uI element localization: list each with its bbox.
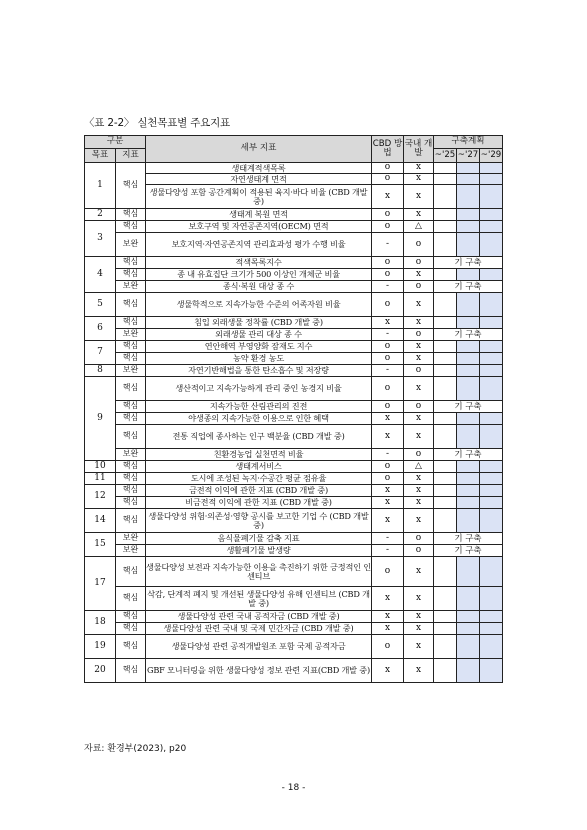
plan-y27-cell — [457, 509, 480, 533]
plan-y25-cell — [434, 221, 457, 233]
plan-y29-cell — [480, 461, 503, 473]
plan-y25-cell — [434, 557, 457, 587]
detail-indicator-cell: 생태계서비스 — [146, 461, 372, 473]
plan-y27-cell — [457, 209, 480, 221]
header-y25: ~'25 — [434, 149, 457, 163]
cbd-method-cell: - — [372, 365, 404, 377]
table-row — [85, 497, 503, 509]
cbd-method-cell: x — [372, 611, 404, 623]
domestic-dev-cell: x — [404, 635, 434, 659]
goal-number-cell: 9 — [85, 377, 116, 461]
detail-indicator-cell: 전통 직업에 종사하는 인구 백분율 (CBD 개발 중) — [146, 425, 372, 449]
indicator-type-cell: 핵심 — [116, 401, 146, 413]
domestic-dev-cell: x — [404, 587, 434, 611]
plan-y29-cell — [480, 623, 503, 635]
plan-y29-cell — [480, 485, 503, 497]
detail-indicator-cell: 연안해역 부영양화 잠재도 지수 — [146, 341, 372, 353]
cbd-method-cell: o — [372, 221, 404, 233]
indicator-type-cell: 보완 — [116, 545, 146, 557]
table-row — [85, 659, 503, 683]
cbd-method-cell: x — [372, 497, 404, 509]
plan-y29-cell — [480, 611, 503, 623]
detail-indicator-cell: 음식물폐기물 감축 지표 — [146, 533, 372, 545]
plan-y29-cell — [480, 221, 503, 233]
table-row — [85, 269, 503, 281]
domestic-dev-cell: x — [404, 174, 434, 185]
plan-y29-cell — [480, 659, 503, 683]
cbd-method-cell: x — [372, 659, 404, 683]
plan-y27-cell — [457, 293, 480, 317]
domestic-dev-cell: x — [404, 413, 434, 425]
goal-number-cell: 8 — [85, 365, 116, 377]
detail-indicator-cell: 삭감, 단계적 폐지 및 개선된 생물다양성 유해 인센티브 (CBD 개발 중) — [146, 587, 372, 611]
domestic-dev-cell: x — [404, 659, 434, 683]
indicator-type-cell: 핵심 — [116, 163, 146, 209]
domestic-dev-cell: x — [404, 485, 434, 497]
cbd-method-cell: x — [372, 509, 404, 533]
header-gubun: 구분 — [85, 136, 146, 149]
plan-y25-cell — [434, 425, 457, 449]
detail-indicator-cell: 생태계 복원 면적 — [146, 209, 372, 221]
plan-y29-cell — [480, 269, 503, 281]
plan-y27-cell — [457, 497, 480, 509]
indicator-type-cell: 핵심 — [116, 269, 146, 281]
domestic-dev-cell: o — [404, 257, 434, 269]
plan-y27-cell — [457, 635, 480, 659]
header-mokpyo: 목표 — [85, 149, 116, 163]
header-y27: ~'27 — [457, 149, 480, 163]
detail-indicator-cell: 자연생태계 면적 — [146, 174, 372, 185]
plan-y25-cell — [434, 209, 457, 221]
cbd-method-cell: - — [372, 281, 404, 293]
detail-indicator-cell: 생물다양성 위험·의존성·영향 공시를 보고한 기업 수 (CBD 개발 중) — [146, 509, 372, 533]
detail-indicator-cell: 외래생물 관리 대상 종 수 — [146, 329, 372, 341]
plan-y25-cell — [434, 497, 457, 509]
plan-y25-cell — [434, 353, 457, 365]
indicator-type-cell: 핵심 — [116, 221, 146, 233]
plan-y25-cell — [434, 611, 457, 623]
plan-y29-cell — [480, 557, 503, 587]
goal-number-cell: 1 — [85, 163, 116, 209]
header-cbd: CBD 방법 — [372, 136, 404, 163]
cbd-method-cell: - — [372, 545, 404, 557]
plan-y27-cell — [457, 473, 480, 485]
indicator-type-cell: 핵심 — [116, 473, 146, 485]
plan-y25-cell — [434, 659, 457, 683]
header-domestic: 국내 개발 — [404, 136, 434, 163]
cbd-method-cell: o — [372, 473, 404, 485]
plan-y25-cell — [434, 587, 457, 611]
cbd-method-cell: x — [372, 623, 404, 635]
goal-number-cell: 2 — [85, 209, 116, 221]
detail-indicator-cell: 침입 외래생물 정착률 (CBD 개발 중) — [146, 317, 372, 329]
header-jipyo: 지표 — [116, 149, 146, 163]
detail-indicator-cell: 생물다양성 관련 국내 및 국제 민간자금 (CBD 개발 중) — [146, 623, 372, 635]
indicator-type-cell: 핵심 — [116, 557, 146, 587]
detail-indicator-cell: GBF 모니터링을 위한 생물다양성 정보 관련 지표(CBD 개발 중) — [146, 659, 372, 683]
cbd-method-cell: o — [372, 401, 404, 413]
indicator-type-cell: 핵심 — [116, 353, 146, 365]
domestic-dev-cell: o — [404, 533, 434, 545]
table-row — [85, 257, 503, 269]
domestic-dev-cell: x — [404, 473, 434, 485]
table-row — [85, 623, 503, 635]
domestic-dev-cell: x — [404, 377, 434, 401]
plan-y29-cell — [480, 209, 503, 221]
table-row — [85, 341, 503, 353]
indicator-type-cell: 핵심 — [116, 509, 146, 533]
domestic-dev-cell: x — [404, 509, 434, 533]
plan-y27-cell — [457, 557, 480, 587]
plan-y29-cell — [480, 365, 503, 377]
plan-y27-cell — [457, 377, 480, 401]
cbd-method-cell: x — [372, 425, 404, 449]
table-row — [85, 163, 503, 174]
goal-number-cell: 14 — [85, 509, 116, 533]
domestic-dev-cell: x — [404, 317, 434, 329]
plan-y27-cell — [457, 623, 480, 635]
indicator-table — [84, 135, 503, 683]
domestic-dev-cell: x — [404, 623, 434, 635]
goal-number-cell: 3 — [85, 221, 116, 257]
table-body — [85, 163, 503, 683]
domestic-dev-cell: o — [404, 449, 434, 461]
cbd-method-cell: o — [372, 557, 404, 587]
indicator-type-cell: 핵심 — [116, 209, 146, 221]
plan-y29-cell — [480, 163, 503, 174]
plan-y25-cell — [434, 269, 457, 281]
plan-y29-cell — [480, 497, 503, 509]
domestic-dev-cell: x — [404, 341, 434, 353]
table-row — [85, 425, 503, 449]
cbd-method-cell: - — [372, 449, 404, 461]
plan-y27-cell — [457, 587, 480, 611]
plan-y27-cell — [457, 659, 480, 683]
plan-y29-cell — [480, 509, 503, 533]
header-build-plan: 구축계획 — [434, 136, 503, 149]
plan-status-cell: 기 구축 — [434, 329, 503, 341]
domestic-dev-cell: x — [404, 425, 434, 449]
plan-y29-cell — [480, 174, 503, 185]
indicator-type-cell: 보완 — [116, 329, 146, 341]
indicator-type-cell: 핵심 — [116, 413, 146, 425]
cbd-method-cell: o — [372, 269, 404, 281]
plan-y27-cell — [457, 413, 480, 425]
plan-y25-cell — [434, 365, 457, 377]
table-row — [85, 587, 503, 611]
plan-y27-cell — [457, 233, 480, 257]
header-y29: ~'29 — [480, 149, 503, 163]
plan-y29-cell — [480, 425, 503, 449]
domestic-dev-cell: o — [404, 329, 434, 341]
indicator-type-cell: 핵심 — [116, 587, 146, 611]
detail-indicator-cell: 생물학적으로 지속가능한 수준의 어족자원 비율 — [146, 293, 372, 317]
plan-y25-cell — [434, 317, 457, 329]
domestic-dev-cell: x — [404, 163, 434, 174]
page-number: - 18 - — [281, 783, 306, 793]
plan-y25-cell — [434, 635, 457, 659]
table-row — [85, 221, 503, 233]
cbd-method-cell: x — [372, 485, 404, 497]
domestic-dev-cell: o — [404, 233, 434, 257]
domestic-dev-cell: x — [404, 611, 434, 623]
cbd-method-cell: o — [372, 174, 404, 185]
table-row — [85, 293, 503, 317]
cbd-method-cell: o — [372, 163, 404, 174]
header-detail: 세부 지표 — [146, 136, 372, 163]
domestic-dev-cell: o — [404, 365, 434, 377]
table-row — [85, 353, 503, 365]
plan-y25-cell — [434, 461, 457, 473]
table-row — [85, 509, 503, 533]
domestic-dev-cell: △ — [404, 461, 434, 473]
detail-indicator-cell: 자연기반해법을 통한 탄소흡수 및 저장량 — [146, 365, 372, 377]
plan-y27-cell — [457, 365, 480, 377]
plan-y25-cell — [434, 341, 457, 353]
indicator-type-cell: 핵심 — [116, 623, 146, 635]
indicator-type-cell: 핵심 — [116, 425, 146, 449]
goal-number-cell: 18 — [85, 611, 116, 635]
detail-indicator-cell: 생활폐기물 발생량 — [146, 545, 372, 557]
indicator-type-cell: 핵심 — [116, 317, 146, 329]
table-row — [85, 611, 503, 623]
cbd-method-cell: o — [372, 341, 404, 353]
plan-y27-cell — [457, 485, 480, 497]
cbd-method-cell: o — [372, 635, 404, 659]
domestic-dev-cell: o — [404, 401, 434, 413]
domestic-dev-cell: x — [404, 293, 434, 317]
plan-y27-cell — [457, 611, 480, 623]
plan-y27-cell — [457, 163, 480, 174]
indicator-type-cell: 핵심 — [116, 497, 146, 509]
domestic-dev-cell: △ — [404, 221, 434, 233]
goal-number-cell: 12 — [85, 485, 116, 509]
detail-indicator-cell: 종 내 유효집단 크기가 500 이상인 개체군 비율 — [146, 269, 372, 281]
indicator-type-cell: 핵심 — [116, 257, 146, 269]
table-row — [85, 329, 503, 341]
table-row — [85, 449, 503, 461]
detail-indicator-cell: 생태계적색목록 — [146, 163, 372, 174]
table-row — [85, 377, 503, 401]
plan-y25-cell — [434, 413, 457, 425]
goal-number-cell: 7 — [85, 341, 116, 365]
plan-y25-cell — [434, 293, 457, 317]
domestic-dev-cell: x — [404, 269, 434, 281]
plan-status-cell: 기 구축 — [434, 257, 503, 269]
domestic-dev-cell: x — [404, 209, 434, 221]
table-row — [85, 557, 503, 587]
plan-status-cell: 기 구축 — [434, 281, 503, 293]
plan-y27-cell — [457, 353, 480, 365]
indicator-type-cell: 보완 — [116, 365, 146, 377]
plan-y25-cell — [434, 174, 457, 185]
cbd-method-cell: x — [372, 413, 404, 425]
plan-y25-cell — [434, 377, 457, 401]
cbd-method-cell: o — [372, 293, 404, 317]
plan-y27-cell — [457, 269, 480, 281]
table-row — [85, 401, 503, 413]
plan-y27-cell — [457, 221, 480, 233]
domestic-dev-cell: o — [404, 545, 434, 557]
plan-y25-cell — [434, 485, 457, 497]
detail-indicator-cell: 생물다양성 관련 국내 공적자금 (CBD 개발 중) — [146, 611, 372, 623]
plan-y27-cell — [457, 317, 480, 329]
table-row — [85, 174, 503, 185]
detail-indicator-cell: 야생종의 지속가능한 이용으로 인한 혜택 — [146, 413, 372, 425]
detail-indicator-cell: 적색목록지수 — [146, 257, 372, 269]
plan-y29-cell — [480, 377, 503, 401]
detail-indicator-cell: 도시에 조성된 녹지·수공간 평균 점유율 — [146, 473, 372, 485]
plan-y29-cell — [480, 473, 503, 485]
source-note: 자료: 환경부(2023), p20 — [84, 744, 187, 754]
cbd-method-cell: o — [372, 257, 404, 269]
cbd-method-cell: x — [372, 587, 404, 611]
domestic-dev-cell: x — [404, 353, 434, 365]
detail-indicator-cell: 비금전적 이익에 관한 지표 (CBD 개발 중) — [146, 497, 372, 509]
table-row — [85, 281, 503, 293]
indicator-type-cell: 핵심 — [116, 461, 146, 473]
cbd-method-cell: x — [372, 317, 404, 329]
cbd-method-cell: o — [372, 461, 404, 473]
cbd-method-cell: o — [372, 209, 404, 221]
goal-number-cell: 4 — [85, 257, 116, 293]
plan-y25-cell — [434, 509, 457, 533]
plan-y27-cell — [457, 461, 480, 473]
plan-y29-cell — [480, 587, 503, 611]
goal-number-cell: 19 — [85, 635, 116, 659]
goal-number-cell: 20 — [85, 659, 116, 683]
domestic-dev-cell: x — [404, 497, 434, 509]
detail-indicator-cell: 보호지역·자연공존지역 관리효과성 평가 수행 비율 — [146, 233, 372, 257]
detail-indicator-cell: 생산적이고 지속가능하게 관리 중인 농경지 비율 — [146, 377, 372, 401]
detail-indicator-cell: 금전적 이익에 관한 지표 (CBD 개발 중) — [146, 485, 372, 497]
goal-number-cell: 10 — [85, 461, 116, 473]
table-row — [85, 233, 503, 257]
goal-number-cell: 5 — [85, 293, 116, 317]
plan-y29-cell — [480, 353, 503, 365]
plan-y27-cell — [457, 174, 480, 185]
table-row — [85, 485, 503, 497]
detail-indicator-cell: 생물다양성 관련 공적개발원조 포함 국제 공적자금 — [146, 635, 372, 659]
cbd-method-cell: - — [372, 329, 404, 341]
indicator-type-cell: 보완 — [116, 449, 146, 461]
indicator-type-cell: 보완 — [116, 533, 146, 545]
detail-indicator-cell: 보호구역 및 자연공존지역(OECM) 면적 — [146, 221, 372, 233]
plan-y27-cell — [457, 185, 480, 209]
plan-y29-cell — [480, 341, 503, 353]
plan-y27-cell — [457, 425, 480, 449]
table-row — [85, 461, 503, 473]
cbd-method-cell: o — [372, 353, 404, 365]
indicator-type-cell: 핵심 — [116, 485, 146, 497]
indicator-type-cell: 보완 — [116, 233, 146, 257]
indicator-type-cell: 핵심 — [116, 341, 146, 353]
cbd-method-cell: - — [372, 233, 404, 257]
table-row — [85, 185, 503, 209]
goal-number-cell: 17 — [85, 557, 116, 611]
detail-indicator-cell: 친환경농업 실천면적 비율 — [146, 449, 372, 461]
plan-y29-cell — [480, 233, 503, 257]
plan-status-cell: 기 구축 — [434, 401, 503, 413]
plan-y27-cell — [457, 341, 480, 353]
indicator-type-cell: 핵심 — [116, 635, 146, 659]
table-row — [85, 635, 503, 659]
plan-y29-cell — [480, 635, 503, 659]
table-row — [85, 317, 503, 329]
indicator-type-cell: 핵심 — [116, 293, 146, 317]
detail-indicator-cell: 농약 환경 농도 — [146, 353, 372, 365]
detail-indicator-cell: 종식·복원 대상 종 수 — [146, 281, 372, 293]
indicator-type-cell: 핵심 — [116, 377, 146, 401]
goal-number-cell: 6 — [85, 317, 116, 341]
goal-number-cell: 11 — [85, 473, 116, 485]
domestic-dev-cell: o — [404, 281, 434, 293]
detail-indicator-cell: 생물다양성 포함 공간계획이 적용된 육지·바다 비율 (CBD 개발 중) — [146, 185, 372, 209]
cbd-method-cell: x — [372, 185, 404, 209]
plan-y25-cell — [434, 185, 457, 209]
domestic-dev-cell: x — [404, 185, 434, 209]
plan-status-cell: 기 구축 — [434, 545, 503, 557]
detail-indicator-cell: 지속가능한 산림관리의 진전 — [146, 401, 372, 413]
plan-y25-cell — [434, 233, 457, 257]
table-row — [85, 365, 503, 377]
indicator-type-cell: 핵심 — [116, 611, 146, 623]
table-row — [85, 545, 503, 557]
plan-status-cell: 기 구축 — [434, 533, 503, 545]
table-row — [85, 473, 503, 485]
plan-y29-cell — [480, 317, 503, 329]
plan-y29-cell — [480, 185, 503, 209]
indicator-type-cell: 핵심 — [116, 659, 146, 683]
plan-y29-cell — [480, 413, 503, 425]
goal-number-cell: 15 — [85, 533, 116, 557]
plan-status-cell: 기 구축 — [434, 449, 503, 461]
plan-y25-cell — [434, 163, 457, 174]
plan-y25-cell — [434, 623, 457, 635]
plan-y25-cell — [434, 473, 457, 485]
detail-indicator-cell: 생물다양성 보전과 지속가능한 이용을 촉진하기 위한 긍정적인 인센티브 — [146, 557, 372, 587]
cbd-method-cell: - — [372, 533, 404, 545]
table-row — [85, 209, 503, 221]
table-caption: 〈표 2-2〉 실천목표별 주요지표 — [84, 117, 230, 129]
table-row — [85, 533, 503, 545]
plan-y29-cell — [480, 293, 503, 317]
indicator-type-cell: 보완 — [116, 281, 146, 293]
cbd-method-cell: o — [372, 377, 404, 401]
table-row — [85, 413, 503, 425]
domestic-dev-cell: x — [404, 557, 434, 587]
